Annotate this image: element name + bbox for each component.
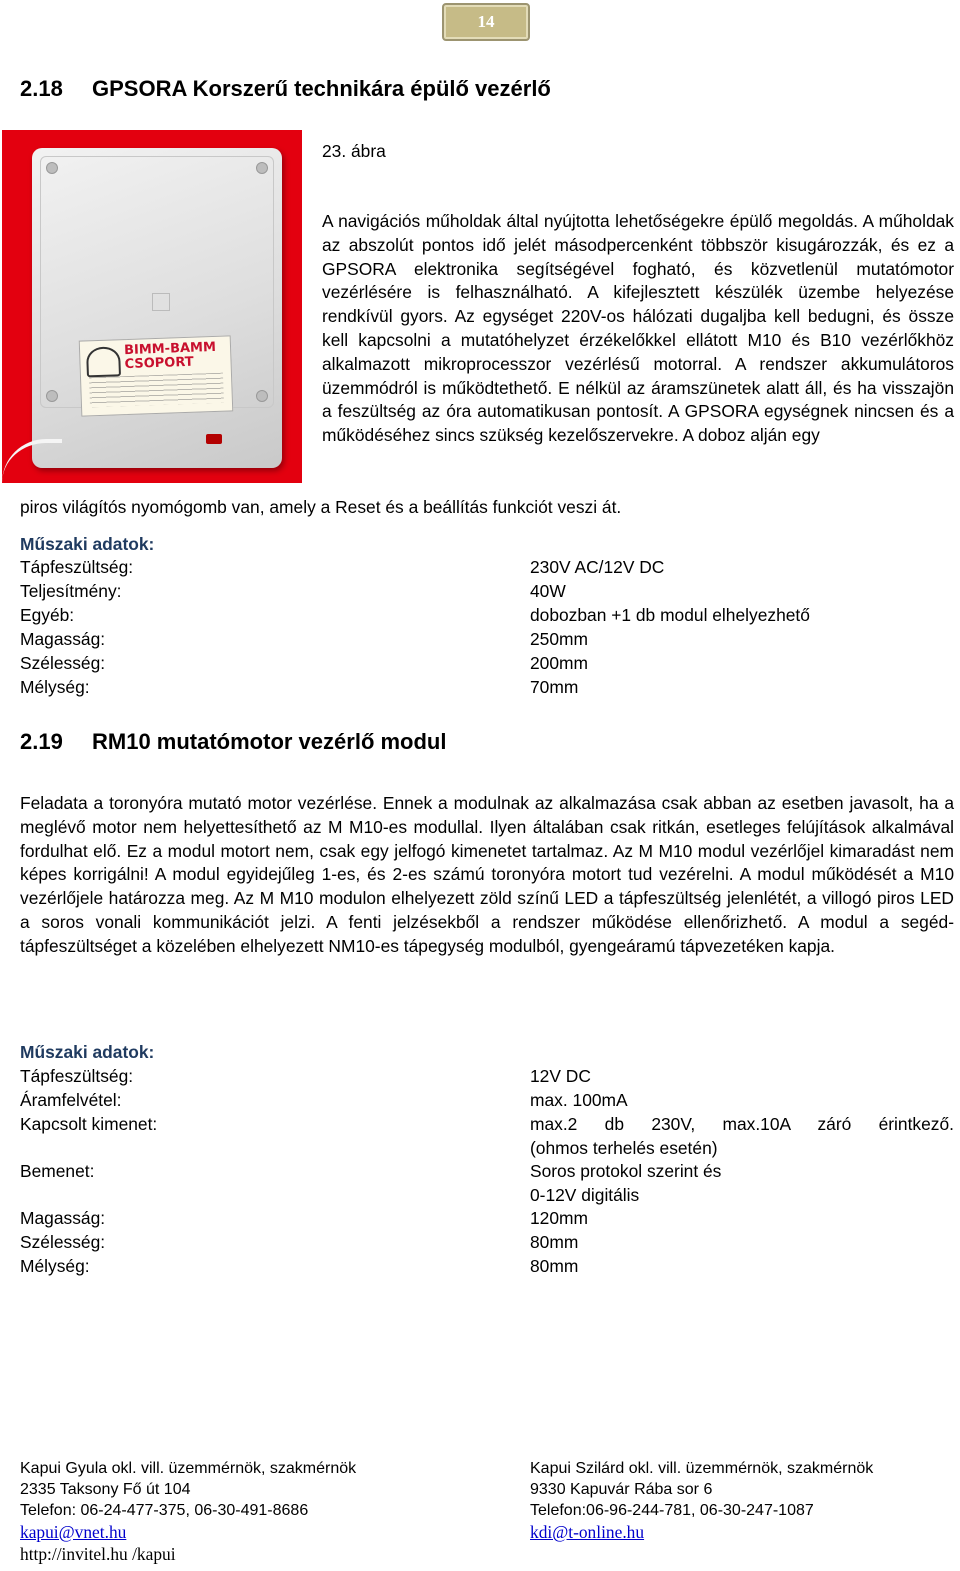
- spec-label: Tápfeszültség:: [20, 1066, 134, 1086]
- spec-value: 12V DC: [530, 1066, 591, 1086]
- footer-name: Kapui Gyula okl. vill. üzemmérnök, szakmérnök: [20, 1460, 357, 1477]
- spec-value: Soros protokol szerint és: [530, 1161, 722, 1181]
- footer-email-link[interactable]: kdi@t-online.hu: [530, 1521, 645, 1542]
- spec-label: Egyéb:: [20, 605, 75, 625]
- spec-label: Tápfeszültség:: [20, 557, 134, 577]
- spec-value: 250mm: [530, 629, 588, 649]
- footer-address: 2335 Taksony Fő út 104: [20, 1481, 191, 1499]
- bell-logo-icon: [86, 346, 121, 377]
- specs-heading-2-19: Műszaki adatok:: [20, 1042, 155, 1062]
- reset-button-red: [206, 434, 222, 444]
- footer-contact-left: [20, 1458, 356, 1566]
- section-219-paragraph: Feladata a toronyóra mutató motor vezérlése. Ennek a modulnak az alkalmazása csak abban az esetben javasolt, ha a meglévő motor nem helyettesíthető az M M10-es modullal. Ilyen általában csak ritkán, esetleges felújítások alkalmával fordulhat elő. Ez a modul motort nem, csak egy jelfogó kimenetet tartalmaz. Az M M10 modul vezérlőjel kimaradást nem képes korrigálni! A modul egyidejűleg 1-es, és 2-es számú toronyóra motort tud vezérelni. A modul működését a M10 vezérlőjele határozza meg. Az M M10 modulon elhelyezett zöld színű LED a tápfeszültség jelenlétét, a villogó piros LED a soros vonali kommunikációt jelzi. A fenti jelzésekből a rendszer működése ellenőrizhető. A modul a segéd-tápfeszültséget a közelében elhelyezett NM10-es tápegység modulból, gyengeáramú tápvezetéken kapja.: [20, 793, 954, 956]
- spec-value: 70mm: [530, 677, 579, 697]
- vent-icon: [152, 293, 170, 311]
- section-title: RM10 mutatómotor vezérlő modul: [92, 729, 447, 754]
- spec-label: Áramfelvétel:: [20, 1090, 122, 1110]
- spec-value-continued: (ohmos terhelés esetén): [530, 1138, 718, 1158]
- spec-label: Magasság:: [20, 629, 106, 649]
- spec-value: max.2 db 230V, max.10A záró érintkező.: [530, 1114, 954, 1134]
- section-218-paragraph-last-line: piros világítós nyomógomb van, amely a Reset és a beállítás funkciót veszi át.: [20, 497, 622, 517]
- figure-caption: 23. ábra: [322, 141, 386, 161]
- spec-value: 80mm: [530, 1232, 579, 1252]
- section-heading-2-19: [20, 729, 446, 755]
- spec-label: Teljesítmény:: [20, 581, 122, 601]
- section-218-paragraph: A navigációs műholdak által nyújtotta lehetőségekre épülő megoldás. A műholdak az abszolút pontos idő jelét másodpercenként többször kisugározzák, és ez a GPSORA elektronika segítségével fogható, és közvetlenül mutatómotor vezérlésére is felhasználható. A kifejlesztett készülék üzembe helyezése rendkívül gyors. Az egységet 220V-os hálózati dugaljba kell bedugni, és össze kell kapcsolni a mutatóhelyzet érzékelőkkel ellátott M10 és B10 vezérlőkhöz alkalmazott mikroprocesszor vezérlésű motorral. A rendszer akkumulátoros üzemmódról is működtethető. E nélkül az áramszünetek alatt áll, és ha visszajön a feszültség az óra automatikusan pontosít. A GPSORA egységnek nincsen és a működéséhez sincs szükség kezelőszervekre. A doboz alján egy: [322, 211, 954, 446]
- spec-label: Szélesség:: [20, 1232, 106, 1252]
- footer-phone: Telefon: 06-24-477-375, 06-30-491-8686: [20, 1502, 309, 1520]
- spec-value: dobozban +1 db modul elhelyezhető: [530, 605, 810, 625]
- spec-label: Szélesség:: [20, 653, 106, 673]
- brand-logo-text: BIMM-BAMM CSOPORT: [123, 339, 217, 373]
- section-heading-2-18: [20, 76, 551, 102]
- footer-phone: Telefon:06-96-244-781, 06-30-247-1087: [530, 1502, 814, 1520]
- spec-label: Bemenet:: [20, 1161, 95, 1181]
- spec-value: max. 100mA: [530, 1090, 628, 1110]
- power-cable: [2, 439, 62, 483]
- page-number: 14: [477, 12, 495, 31]
- section-number: 2.19: [20, 729, 63, 754]
- spec-label: Mélység:: [20, 1256, 90, 1276]
- section-title: GPSORA Korszerű technikára épülő vezérlő: [92, 76, 551, 101]
- section-number: 2.18: [20, 76, 63, 101]
- specs-heading-2-18: Műszaki adatok:: [20, 534, 155, 554]
- spec-label: Mélység:: [20, 677, 90, 697]
- product-photo-gpsora: [2, 130, 302, 483]
- footer-email-link[interactable]: kapui@vnet.hu: [20, 1521, 127, 1542]
- spec-label: Magasság:: [20, 1208, 106, 1228]
- footer-contact-right: [530, 1458, 873, 1544]
- spec-label: Kapcsolt kimenet:: [20, 1114, 158, 1134]
- product-label: [79, 335, 234, 416]
- page-number-badge: [442, 3, 530, 41]
- spec-value: 40W: [530, 581, 566, 601]
- footer-name: Kapui Szilárd okl. vill. üzemmérnök, szakmérnök: [530, 1460, 874, 1477]
- footer-web-link[interactable]: http://invitel.hu /kapui: [20, 1543, 176, 1564]
- spec-value-continued: 0-12V digitális: [530, 1185, 640, 1205]
- spec-value: 80mm: [530, 1256, 579, 1276]
- enclosure-box: [32, 148, 282, 468]
- spec-value: 230V AC/12V DC: [530, 557, 665, 577]
- spec-value: 200mm: [530, 653, 588, 673]
- spec-value: 120mm: [530, 1208, 588, 1228]
- footer-address: 9330 Kapuvár Rába sor 6: [530, 1481, 713, 1499]
